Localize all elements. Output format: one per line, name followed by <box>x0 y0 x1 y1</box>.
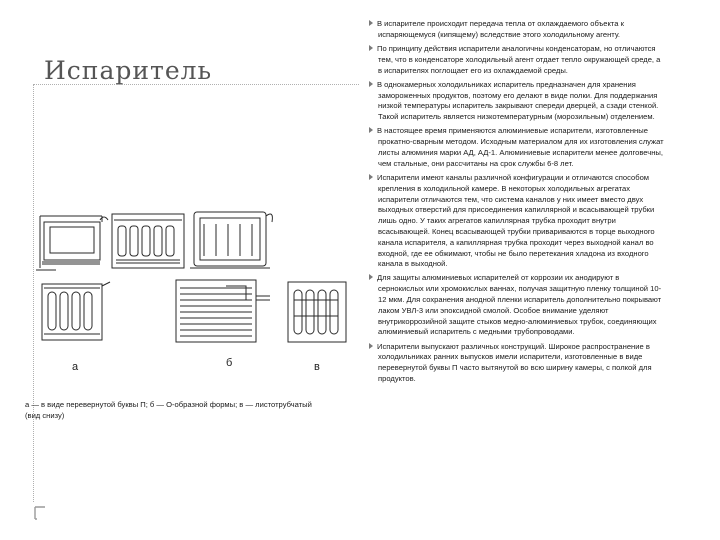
corner-bracket-icon <box>34 506 46 520</box>
evaporator-drawing-4 <box>42 282 110 340</box>
evaporator-drawing-5 <box>176 280 270 342</box>
evaporator-drawing-2 <box>112 214 184 268</box>
figure-label-b: б <box>226 357 233 369</box>
bullet-item: Для защиты алюминиевых испарителей от коррозии их анодируют в сернокислых или хромокислых ваннах, получая защитную пленку толщиной 10-12 мкм. Для сохранения анодной пленки испаритель дополнительно покрывают лаком УВЛ-3 или эпоксидной смолой. Особое внимание уделяют внутрикоррозийной защите стыков медно-алюминиевых трубок, соединяющих алюминиевый испаритель с медными трубопроводами. <box>366 273 666 338</box>
bullet-item: По принципу действия испарители аналогичны конденсаторам, но отличаются тем, что в конденсаторе холодильный агент отдает тепло окружающей среде, а в испарителях поглощает его из охлаждаемой среды. <box>366 44 666 76</box>
bullet-item: В испарителе происходит передача тепла от охлаждаемого объекта к испаряющемуся (кипящему) вследствие этого холодильному агенту. <box>366 19 666 41</box>
bullet-item: В настоящее время применяются алюминиевые испарители, изготовленные прокатно-сварным методом. Исходным материалом для их изготовления служат листы алюминия марки АД, АД-1. Алюминиевые испарители менее долговечны, чем стальные, они рассчитаны на срок службы 6-8 лет. <box>366 126 666 169</box>
evaporator-drawing-3 <box>190 212 272 268</box>
figure-label-c: в <box>314 361 320 373</box>
figure-caption: а — в виде перевернутой буквы П; б — О-образной формы; в — листотрубчатый (вид снизу) <box>25 400 312 420</box>
bullet-list <box>366 19 666 388</box>
figure-label-a: а <box>72 361 79 373</box>
evaporator-drawing-6 <box>288 282 346 342</box>
bullet-item: Испарители выпускают различных конструкций. Широкое распространение в холодильниках ранних выпусков имели испарители, изготовленные в виде перевернутой буквы П часто вытянутой во всю ширину камеры, с полкой для продуктов. <box>366 342 666 385</box>
evaporator-figure <box>30 200 352 373</box>
bullet-item: Испарители имеют каналы различной конфигурации и отличаются способом крепления в холодильной камере. В некоторых холодильных агрегатах испарители отличаются тем, что система каналов у них имеет вместо двух выходных отверстий для присоединения капиллярной и всасывающей трубки лишь одно. У таких агрегатов капиллярная трубка проходит внутри всасывающей. Конец всасывающей трубки привариваются в торце выходного канала испарителя, а капиллярная трубка проходит через выходной канал во входной, где ее обжимают, чтобы не было перетекания хладона из входного канала в выходной. <box>366 173 666 270</box>
bullet-item: В однокамерных холодильниках испаритель предназначен для хранения замороженных продуктов, поэтому его делают в виде полки. Для поддержания низкой температуры испаритель закрывают спереди дверцей, а сзади стенкой. Такой испаритель является низкотемпературным (морозильным) отделением. <box>366 80 666 123</box>
decorative-horizontal-rule <box>33 84 359 85</box>
evaporator-drawing-1 <box>36 216 108 270</box>
slide-title: Испаритель <box>44 56 213 85</box>
